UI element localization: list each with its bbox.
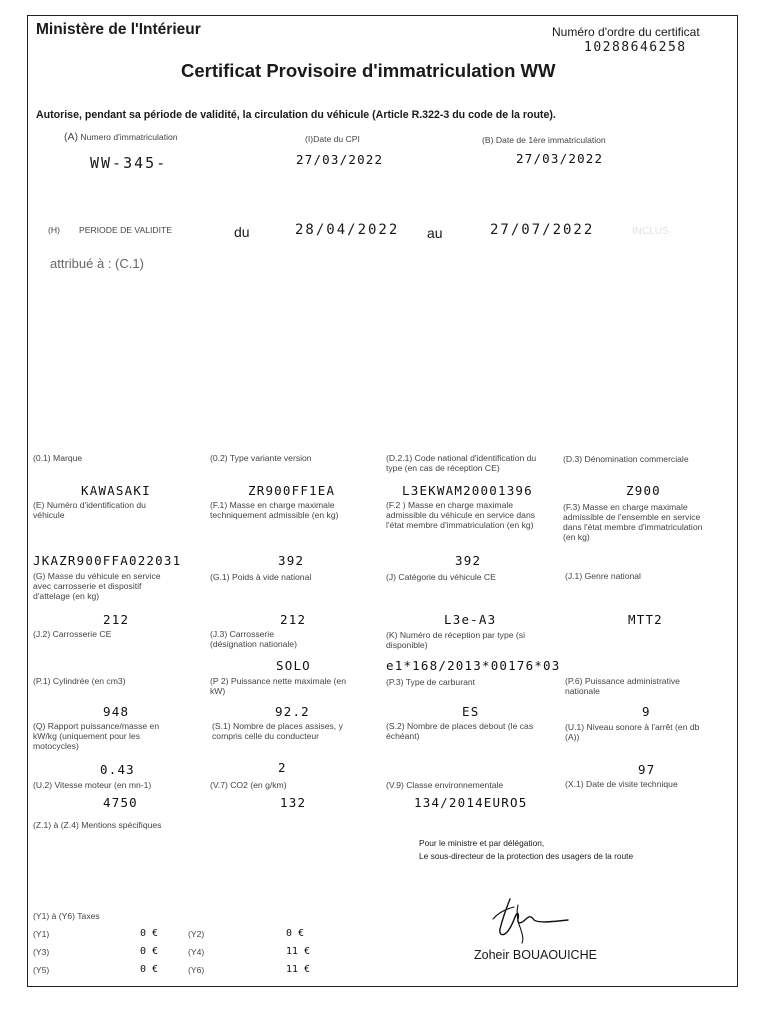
document-title: Certificat Provisoire d'immatriculation WW (181, 60, 556, 81)
national-code-label: (D.2.1) Code national d'identification du type (en cas de réception CE) (386, 453, 537, 473)
f1-label: (F.1) Masse en charge maximale techniquement admissible (en kg) (210, 500, 339, 520)
f2-label: (F.2 ) Masse en charge maximale admissible du véhicule en service dans l'état membre d'immatriculation (en kg) (386, 500, 536, 530)
registration-label: (A) Numero d'immatriculation (64, 131, 178, 143)
signature-image (488, 893, 574, 945)
tax-y2-value: 0 € (286, 928, 305, 939)
tax-y5-value: 0 € (140, 964, 159, 975)
p3-value: ES (462, 704, 480, 719)
q-label: (Q) Rapport puissance/masse en kW/kg (uniquement pour les motocycles) (33, 721, 160, 751)
first-registration-label: (B) Date de 1ère immatriculation (482, 135, 606, 145)
mentions-label: (Z.1) à (Z.4) Mentions spécifiques (33, 820, 162, 830)
j1-label: (J.1) Genre national (565, 571, 641, 581)
q-value: 0.43 (100, 762, 135, 777)
tax-y2-label: (Y2) (188, 929, 205, 939)
g1-value: 212 (280, 612, 307, 627)
validity-du: du (234, 224, 250, 240)
tax-y6-value: 11 € (286, 964, 311, 975)
f3-label: (F.3) Masse en charge maximale admissible de l'ensemble en service dans l'état membre d'immatriculation (en kg) (563, 502, 703, 542)
cpi-date-label: (I)Date du CPI (305, 134, 360, 144)
type-label: (0.2) Type variante version (210, 453, 312, 463)
u2-value: 4750 (103, 795, 138, 810)
validity-to: 27/07/2022 (490, 222, 595, 238)
u2-label: (U.2) Vitesse moteur (en mn-1) (33, 780, 152, 790)
make-value: KAWASAKI (81, 483, 151, 498)
f2-value: 392 (455, 553, 482, 568)
make-label: (0.1) Marque (33, 453, 83, 463)
taxes-title: (Y1) à (Y6) Taxes (33, 911, 100, 921)
commercial-name-label: (D.3) Dénomination commerciale (563, 454, 689, 464)
registration-number: WW-345- (90, 154, 168, 172)
s2-label: (S.2) Nombre de places debout (le cas échéant) (386, 721, 534, 741)
p2-label: (P 2) Puissance nette maximale (en kW) (210, 676, 346, 696)
cpi-date: 27/03/2022 (296, 152, 384, 167)
order-number-label: Numéro d'ordre du certificat (552, 25, 700, 39)
p6-value: 9 (642, 704, 651, 719)
k-value: e1*168/2013*00176*03 (386, 658, 561, 673)
signatory-name: Zoheir BOUAOUICHE (474, 948, 597, 962)
order-number: 10288646258 (584, 40, 687, 55)
vin-value: JKAZR900FFA022031 (33, 553, 182, 568)
k-label: (K) Numéro de réception par type (si disponible) (386, 630, 525, 650)
first-registration-date: 27/03/2022 (516, 151, 604, 166)
validity-au: au (427, 225, 443, 241)
signatory-title: Le sous-directeur de la protection des usagers de la route (419, 851, 634, 861)
p6-label: (P.6) Puissance administrative nationale (565, 676, 680, 696)
holder-label: attribué à : (C.1) (50, 256, 144, 271)
j-label: (J) Catégorie du véhicule CE (386, 572, 496, 582)
tax-y6-label: (Y6) (188, 965, 205, 975)
tax-y1-value: 0 € (140, 928, 159, 939)
v7-value: 132 (280, 795, 307, 810)
u1-value: 97 (638, 762, 656, 777)
s1-label: (S.1) Nombre de places assises, y compris celle du conducteur (212, 721, 343, 741)
p1-value: 948 (103, 704, 130, 719)
g1-label: (G.1) Poids à vide national (210, 572, 312, 582)
s1-value: 2 (278, 760, 287, 775)
j3-value: SOLO (276, 658, 311, 673)
v7-label: (V.7) CO2 (en g/km) (210, 780, 287, 790)
u1-label: (U.1) Niveau sonore à l'arrêt (en db (A)) (565, 722, 700, 742)
delegation-line: Pour le ministre et par délégation, (419, 838, 545, 848)
x1-label: (X.1) Date de visite technique (565, 779, 678, 789)
tax-y5-label: (Y5) (33, 965, 50, 975)
commercial-name-value: Z900 (626, 483, 661, 498)
validity-from: 28/04/2022 (295, 222, 400, 238)
j-value: L3e-A3 (444, 612, 497, 627)
type-value: ZR900FF1EA (248, 483, 336, 498)
tax-y4-value: 11 € (286, 946, 311, 957)
v9-label: (V.9) Classe environnementale (386, 780, 504, 790)
national-code-value: L3EKWAM20001396 (402, 483, 533, 498)
j3-label: (J.3) Carrosserie (désignation nationale) (210, 629, 297, 649)
p2-value: 92.2 (275, 704, 310, 719)
j2-label: (J.2) Carrosserie CE (33, 629, 112, 639)
v9-value: 134/2014EURO5 (414, 795, 528, 810)
g-label: (G) Masse du véhicule en service avec carrosserie et dispositif d'attelage (en kg) (33, 571, 161, 601)
authorisation-text: Autorise, pendant sa période de validité, la circulation du véhicule (Article R.322-3 du code de la route). (36, 109, 556, 121)
f1-value: 392 (278, 553, 305, 568)
tax-y3-value: 0 € (140, 946, 159, 957)
tax-y4-label: (Y4) (188, 947, 205, 957)
p3-label: (P.3) Type de carburant (386, 677, 476, 687)
validity-inclus: INCLUS (632, 226, 669, 237)
tax-y3-label: (Y3) (33, 947, 50, 957)
tax-y1-label: (Y1) (33, 929, 50, 939)
p1-label: (P.1) Cylindrée (en cm3) (33, 676, 126, 686)
validity-label: PERIODE DE VALIDITE (79, 225, 172, 235)
g-value: 212 (103, 612, 130, 627)
validity-code: (H) (48, 225, 60, 235)
ministry-name: Ministère de l'Intérieur (36, 21, 201, 38)
j1-value: MTT2 (628, 612, 663, 627)
vin-label: (E) Numéro d'identification du véhicule (33, 500, 146, 520)
